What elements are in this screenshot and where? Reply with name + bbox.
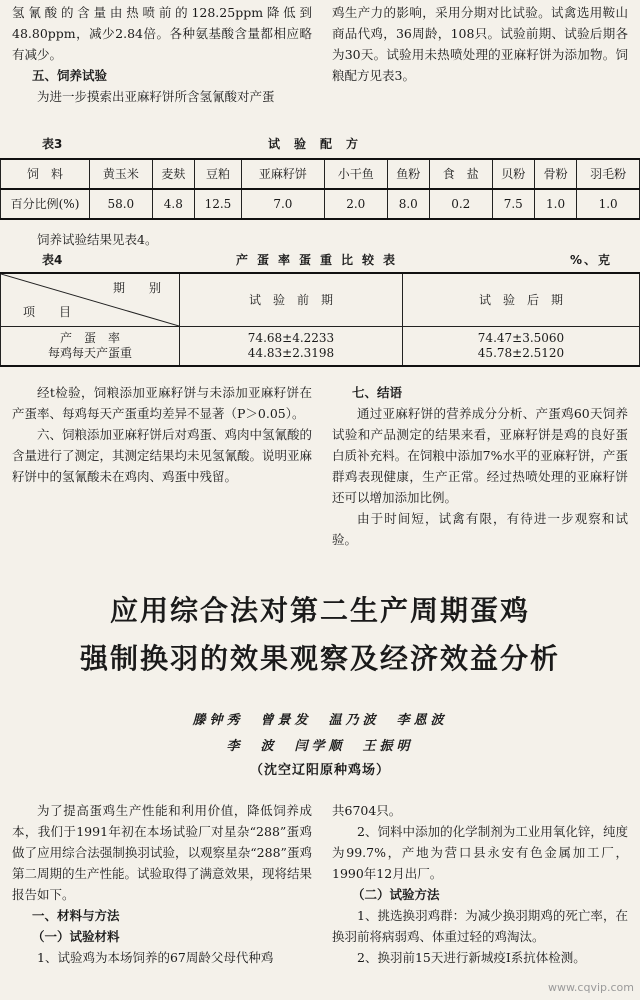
table-cell: 12.5: [195, 189, 242, 219]
table4-intro: [12, 229, 312, 250]
table-cell: 58.0: [90, 189, 153, 219]
mid-right-column: [332, 382, 628, 550]
table-cell: 羽毛粉: [577, 159, 640, 189]
table4-caption: [0, 250, 640, 270]
table-cell: 贝粉: [492, 159, 534, 189]
table-cell: 2.0: [324, 189, 387, 219]
table-cell: 1.0: [534, 189, 576, 219]
bottom-right-column: [332, 800, 628, 968]
affiliation: （沈空辽阳原种鸡场）: [249, 763, 390, 778]
subsection-heading: （一）试验材料: [32, 929, 120, 944]
paragraph: 2、换羽前15天进行新城疫Ⅰ系抗体检测。: [357, 950, 586, 965]
table-cell: 食 盐: [429, 159, 492, 189]
paragraph: 经t检验，饲粮添加亚麻籽饼与未添加亚麻籽饼在产蛋率、每鸡每天产蛋重均差异不显著（P＞0.05）。: [12, 385, 312, 421]
row-label: 百分比例(%): [1, 189, 90, 219]
mid-left-column: [12, 382, 312, 487]
paragraph: 通过亚麻籽饼的营养成分分析、产蛋鸡60天饲养试验和产品测定的结果来看，亚麻籽饼是鸡的良好蛋白质补充料。在饲粮中添加7%水平的亚麻籽饼，产蛋群鸡表现健康，生产正常。经过热喷处理的亚麻籽饼还可以增加添加比例。: [332, 406, 628, 505]
table-cell: 8.0: [387, 189, 429, 219]
paragraph: 共6704只。: [332, 803, 402, 818]
table-cell: 0.2: [429, 189, 492, 219]
table-row: [1, 189, 640, 219]
table3-caption: [0, 134, 640, 154]
row-label-line: 每鸡每天产蛋重: [47, 346, 132, 360]
paragraph: 由于时间短，试禽有限，有待进一步观察和试验。: [332, 511, 628, 547]
cell-value: 44.83±2.3198: [247, 346, 335, 360]
table-cell: 亚麻籽饼: [241, 159, 324, 189]
table-row: [1, 273, 640, 327]
table-cell: 鱼粉: [387, 159, 429, 189]
section-heading: 七、结语: [352, 385, 403, 400]
table-cell: 骨粉: [534, 159, 576, 189]
paragraph: 鸡生产力的影响，采用分期对比试验。试禽选用鞍山商品代鸡，36周龄，108只。试验前期、试验后期各为30天。试验用未热喷处理的亚麻籽饼为添加物。饲粮配方见表3。: [332, 5, 628, 83]
section-heading: 五、饲养试验: [32, 68, 108, 83]
table-number: 表3: [42, 137, 63, 151]
table-cell: 1.0: [577, 189, 640, 219]
paragraph: 六、饲粮添加亚麻籽饼后对鸡蛋、鸡肉中氢氰酸的含量进行了测定，其测定结果均未见氢氰酸。说明亚麻籽饼中的氢氰酸未在鸡肉、鸡蛋中残留。: [12, 427, 313, 484]
table-title: 产蛋率蛋重比较表: [235, 253, 404, 267]
watermark: www.cqvip.com: [547, 981, 634, 994]
authors-line1: 滕钟秀 曾景发 温乃波 李恩波: [192, 713, 448, 728]
table-cell: 麦麸: [152, 159, 194, 189]
column-header: 试 验 前 期: [180, 273, 403, 327]
row-label: [1, 327, 180, 367]
section-heading: 一、材料与方法: [32, 908, 120, 923]
authors-line2: 李 波 闫学顺 王振明: [226, 739, 414, 754]
table-cell: 7.0: [241, 189, 324, 219]
table-cell: 4.8: [152, 189, 194, 219]
cell-value: 74.47±3.5060: [477, 331, 565, 345]
paragraph: 氢氰酸的含量由热喷前的128.25ppm降低到48.80ppm，减少2.84倍。各种氨基酸含量都相应略有减少。: [12, 5, 312, 62]
paragraph: 为进一步摸索出亚麻籽饼所含氢氰酸对产蛋: [37, 89, 275, 104]
table-cell: 7.5: [492, 189, 534, 219]
row-label: 饲 料: [1, 159, 90, 189]
table-cell: 黄玉米: [90, 159, 153, 189]
paragraph: 1、试验鸡为本场饲养的67周龄父母代种鸡: [37, 950, 274, 965]
cell-value: 45.78±2.5120: [477, 346, 565, 360]
table3: [0, 158, 640, 220]
column-header: 试 验 后 期: [403, 273, 640, 327]
top-left-column: [12, 2, 312, 107]
table-number: 表4: [42, 253, 63, 267]
article-title-line2: 强制换羽的效果观察及经济效益分析: [79, 642, 560, 675]
article-title-line1: 应用综合法对第二生产周期蛋鸡: [109, 594, 530, 627]
table-cell: [180, 327, 403, 367]
corner-cell: [1, 273, 180, 327]
table-cell: [403, 327, 640, 367]
corner-item-label: 项 目: [23, 305, 72, 319]
paragraph: 1、挑选换羽鸡群：为减少换羽期鸡的死亡率，在换羽前将病弱鸡、体重过轻的鸡淘汰。: [332, 908, 628, 944]
subsection-heading: （二）试验方法: [352, 887, 440, 902]
paragraph: 饲养试验结果见表4。: [37, 232, 158, 247]
table-row: [1, 159, 640, 189]
table-row: [1, 327, 640, 367]
bottom-left-column: [12, 800, 312, 968]
table-unit: %、克: [569, 253, 612, 267]
cell-value: 74.68±4.2233: [247, 331, 335, 345]
table-cell: 豆粕: [195, 159, 242, 189]
paragraph: 为了提高蛋鸡生产性能和利用价值，降低饲养成本，我们于1991年初在本场试验厂对星杂“288”蛋鸡做了应用综合法强制换羽试验，以观察星杂“288”蛋鸡第二周期的生产性能。试验取得了满意效果，现将结果报告如下。: [12, 803, 313, 902]
paragraph: 2、饲料中添加的化学制剂为工业用氧化锌，纯度为99.7%，产地为营口县永安有色金属加工厂，1990年12月出厂。: [332, 824, 628, 881]
table4: [0, 272, 640, 367]
row-label-line: 产 蛋 率: [59, 331, 120, 345]
corner-period-label: 期 别: [112, 281, 161, 295]
top-right-column: [332, 2, 628, 86]
table-cell: 小干鱼: [324, 159, 387, 189]
table-title: 试验配方: [267, 137, 372, 151]
